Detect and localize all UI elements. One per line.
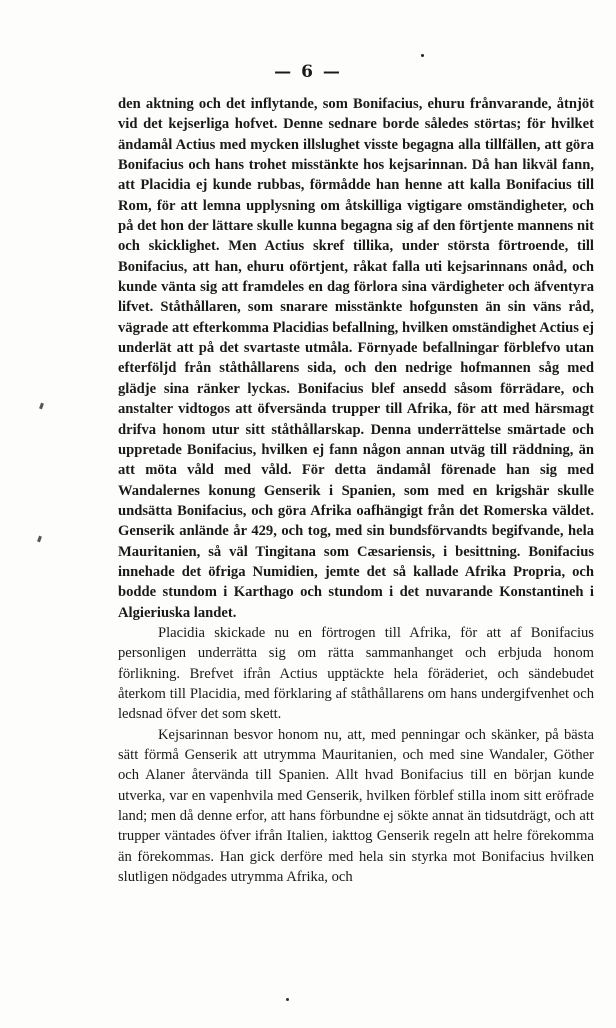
- page-number: — 6 —: [274, 62, 342, 82]
- ink-speck: [421, 54, 424, 57]
- margin-mark: [39, 403, 44, 410]
- paragraph-3: Kejsarinnan besvor honom nu, att, med penningar och skänker, på bästa sätt förmå Genserik att utrymma Mauritanien, och med sine Wandaler, Göther och Alaner återvända till Spanien. Allt hvad Bonifacius till en början kunde utverka, var en vapenhvila med Genserik, hvilken förblef stilla inom sitt eröfrade land; men då denne erfor, att hans förbundne ej sökte annat än tidsutdrägt, och att trupper väntades öfver ifrån Italien, iakttog Genserik regeln att helre förekomma än förekommas. Han gick derföre med hela sin styrka mot Bonifacius hvilken slutligen nödgades utrymma Afrika, och: [118, 726, 594, 886]
- paragraph-1-rest: Men Actius skref tillika, under största förtroende, till Bonifacius, att han, ehuru oförtjent, råkat falla uti kejsarinnans onåd, och kunde vänta sig att framdeles en dag förlora sina värdigheter och äfventyra lifvet. Ståthållaren, som snarare misstänkte hofgunsten än sin väns råd, vägrade att efterkomma Placidias befallning, hvilken omständighet Actius ej underlät att på det svartaste utmåla. Förnyade befallningar förblefvo utan efterföljd från ståthållarens sida, och den nedrige hofmannen såg med glädje sina ränker lyckas. Bonifacius blef ansedd såsom förrädare, och anstalter vidtogos att öfversända trupper till Afrika, för att med härsmagt drifva honom utur sitt ståthållarskap. Denna underrättelse smärtade och uppretade Bonifacius, hvilken ej fann någon annan utväg till räddning, än att möta våld med våld. För detta ändamål förenade han sig med Wandalernes konung Genserik i Spanien, som med en krigshär skulle undsätta Bonifacius, och göra Afrika oafhängigt från det Romerska väldet. Genserik anlände år 429, och tog, med sin bundsförvandts begifvande, hela Mauritanien, så väl Tingitana som Cæsariensis, i besittning. Bonifacius innehade det öfriga Numidien, jemte det så kallade Afrika Propria, och bodde stundom i Karthago och stundom i det nuvarande Konstantineh i Algieriuska landet.: [118, 238, 594, 621]
- paragraph-1-opening: den aktning och det inflytande, som Bonifacius, ehuru frånvarande, åtnjöt vid det kejserliga hofvet. Denne sednare borde således störtas; för hvilket ändamål Actius med mycken illslughet visste begagna alla tillfällen, att göra Bonifacius och hans trohet misstänkte hos kejsarinnan. Då han likväl fann, att Placidia ej kunde rubbas, förmådde han henne att kalla Bonifacius till Rom, för att lemna upplysning om åtskilliga vigtigare omständigheter, och på det hon der lättare skulle kunna begagna sig af den förtjente mannens nit och skicklighet.: [118, 96, 594, 255]
- paragraph-1: [118, 94, 594, 623]
- paragraph-2: Placidia skickade nu en förtrogen till Afrika, för att af Bonifacius personligen underrätta sig om rätta sammanhanget och erbjuda honom förlikning. Brefvet ifrån Actius upptäckte hela föräderiet, och sändebudet återkom till Placidia, med förklaring af ståthållarens om hans undergifvenhet och ledsnad öfver det som skett.: [118, 624, 594, 723]
- margin-mark: [37, 536, 42, 543]
- body-text: [118, 94, 594, 887]
- ink-speck: [286, 998, 289, 1001]
